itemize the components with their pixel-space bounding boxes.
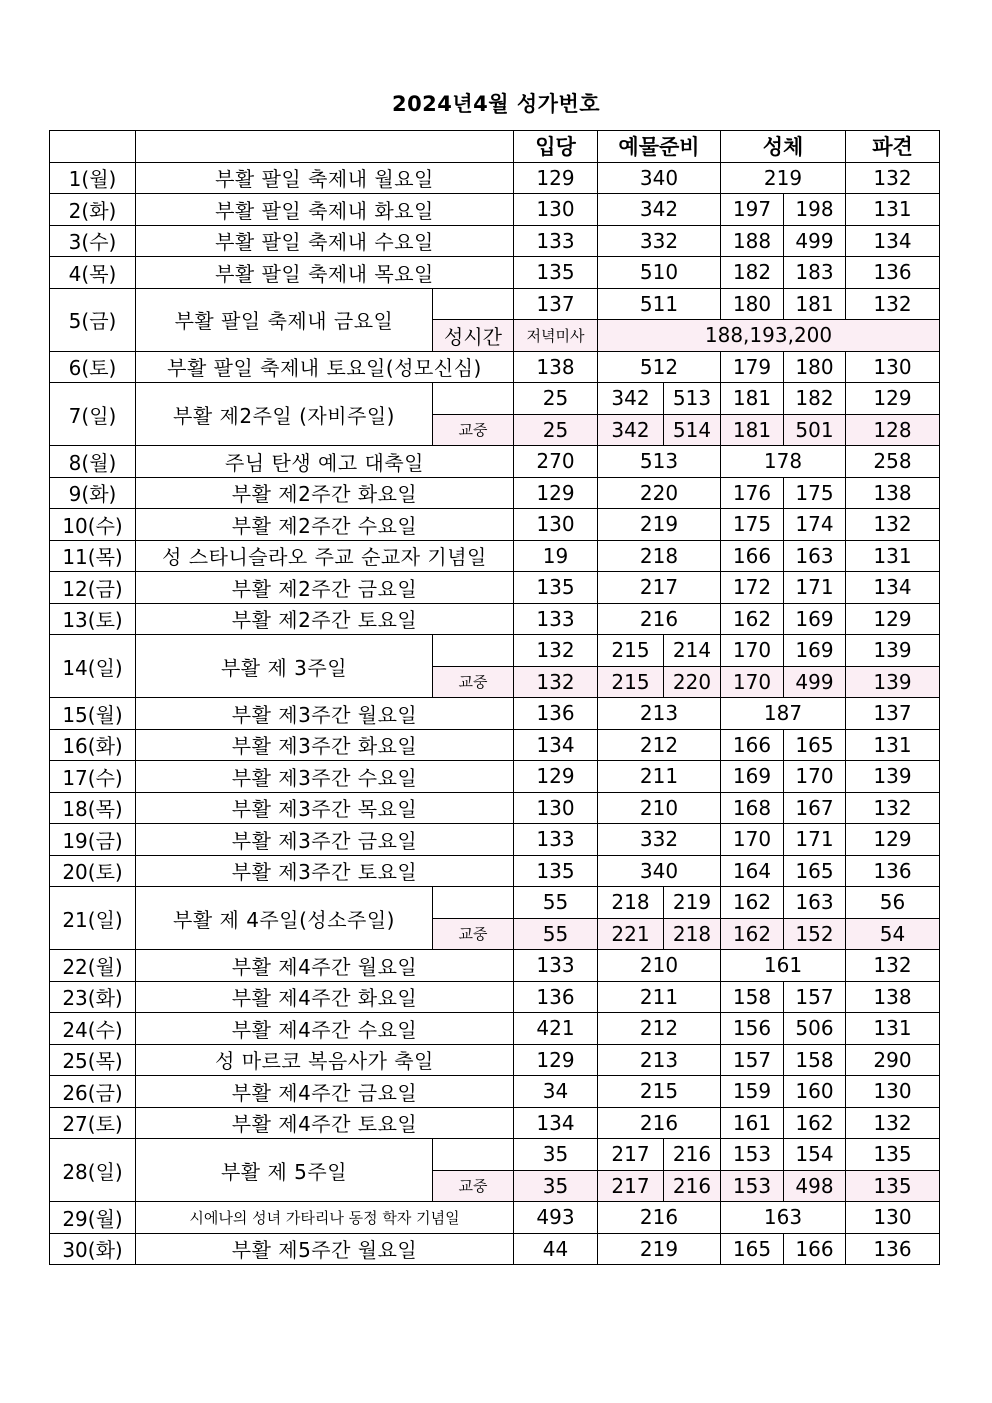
offertory-cell: 211 bbox=[598, 761, 721, 793]
offertory-cell: 210 bbox=[598, 792, 721, 824]
offertory-cell-1: 218 bbox=[598, 887, 664, 919]
offertory-cell: 332 bbox=[598, 225, 721, 257]
communion-cell-1: 162 bbox=[721, 918, 784, 950]
header-communion: 성체 bbox=[721, 131, 846, 163]
table-row bbox=[50, 1233, 940, 1265]
feast-name: 주님 탄생 예고 대축일 bbox=[136, 446, 514, 478]
feast-name: 시에나의 성녀 가타리나 동정 학자 기념일 bbox=[136, 1202, 514, 1234]
entrance-cell: 19 bbox=[514, 540, 598, 572]
header-entrance: 입당 bbox=[514, 131, 598, 163]
communion-cell-2: 506 bbox=[784, 1013, 846, 1045]
table-row bbox=[50, 1013, 940, 1045]
table-row bbox=[50, 635, 940, 667]
offertory-cell-2: 214 bbox=[664, 635, 721, 667]
dismissal-cell: 136 bbox=[846, 855, 940, 887]
feast-name: 부활 제2주일 (자비주일) bbox=[136, 383, 433, 446]
communion-cell-1: 166 bbox=[721, 729, 784, 761]
dismissal-cell: 129 bbox=[846, 824, 940, 856]
communion-cell: 163 bbox=[721, 1202, 846, 1234]
feast-name: 부활 제4주간 화요일 bbox=[136, 981, 514, 1013]
table-row bbox=[50, 698, 940, 730]
offertory-cell: 218 bbox=[598, 540, 721, 572]
communion-cell-2: 163 bbox=[784, 540, 846, 572]
day-cell: 9(화) bbox=[50, 477, 136, 509]
communion-cell-2: 170 bbox=[784, 761, 846, 793]
day-cell: 25(목) bbox=[50, 1044, 136, 1076]
entrance-cell: 270 bbox=[514, 446, 598, 478]
communion-cell-1: 175 bbox=[721, 509, 784, 541]
feast-name: 부활 제3주간 월요일 bbox=[136, 698, 514, 730]
dismissal-cell: 130 bbox=[846, 1076, 940, 1108]
day-cell: 29(월) bbox=[50, 1202, 136, 1234]
day-cell: 24(수) bbox=[50, 1013, 136, 1045]
communion-cell-2: 498 bbox=[784, 1170, 846, 1202]
feast-name: 부활 제3주간 토요일 bbox=[136, 855, 514, 887]
offertory-cell: 213 bbox=[598, 698, 721, 730]
feast-name: 부활 제2주간 금요일 bbox=[136, 572, 514, 604]
entrance-cell: 55 bbox=[514, 918, 598, 950]
feast-name: 부활 제 3주일 bbox=[136, 635, 433, 698]
offertory-cell: 216 bbox=[598, 1202, 721, 1234]
communion-cell-2: 175 bbox=[784, 477, 846, 509]
dismissal-cell: 132 bbox=[846, 288, 940, 320]
feast-name: 부활 팔일 축제내 토요일(성모신심) bbox=[136, 351, 514, 383]
mass-label: 저녁미사 bbox=[514, 320, 598, 352]
offertory-cell: 340 bbox=[598, 162, 721, 194]
communion-cell-2: 158 bbox=[784, 1044, 846, 1076]
offertory-cell: 219 bbox=[598, 509, 721, 541]
offertory-cell: 512 bbox=[598, 351, 721, 383]
table-row bbox=[50, 446, 940, 478]
entrance-cell: 129 bbox=[514, 477, 598, 509]
communion-cell-2: 160 bbox=[784, 1076, 846, 1108]
dismissal-cell: 135 bbox=[846, 1170, 940, 1202]
communion-cell-1: 182 bbox=[721, 257, 784, 289]
communion-cell-1: 153 bbox=[721, 1170, 784, 1202]
communion-cell-2: 163 bbox=[784, 887, 846, 919]
entrance-cell: 130 bbox=[514, 509, 598, 541]
day-cell: 4(목) bbox=[50, 257, 136, 289]
offertory-cell: 511 bbox=[598, 288, 721, 320]
table-row bbox=[50, 257, 940, 289]
table-row bbox=[50, 824, 940, 856]
communion-cell-1: 181 bbox=[721, 383, 784, 415]
offertory-cell-1: 342 bbox=[598, 414, 664, 446]
communion-cell-2: 171 bbox=[784, 824, 846, 856]
header-dismissal: 파견 bbox=[846, 131, 940, 163]
offertory-cell: 211 bbox=[598, 981, 721, 1013]
sub-label: 교중 bbox=[433, 918, 514, 950]
communion-cell-2: 167 bbox=[784, 792, 846, 824]
dismissal-cell: 134 bbox=[846, 572, 940, 604]
table-row bbox=[50, 729, 940, 761]
table-row bbox=[50, 225, 940, 257]
entrance-cell: 135 bbox=[514, 257, 598, 289]
offertory-cell: 213 bbox=[598, 1044, 721, 1076]
communion-cell-2: 162 bbox=[784, 1107, 846, 1139]
communion-cell-2: 501 bbox=[784, 414, 846, 446]
offertory-cell-1: 217 bbox=[598, 1139, 664, 1171]
table-row bbox=[50, 1202, 940, 1234]
hymn-numbers-cell: 188,193,200 bbox=[598, 320, 940, 352]
communion-cell-1: 170 bbox=[721, 666, 784, 698]
offertory-cell: 212 bbox=[598, 1013, 721, 1045]
communion-cell-1: 156 bbox=[721, 1013, 784, 1045]
communion-cell-1: 159 bbox=[721, 1076, 784, 1108]
communion-cell-1: 170 bbox=[721, 635, 784, 667]
communion-cell-1: 153 bbox=[721, 1139, 784, 1171]
table-row bbox=[50, 509, 940, 541]
table-row bbox=[50, 981, 940, 1013]
communion-cell-2: 183 bbox=[784, 257, 846, 289]
offertory-cell-2: 513 bbox=[664, 383, 721, 415]
feast-name: 부활 팔일 축제내 화요일 bbox=[136, 194, 514, 226]
communion-cell-1: 166 bbox=[721, 540, 784, 572]
table-row bbox=[50, 1076, 940, 1108]
entrance-cell: 130 bbox=[514, 792, 598, 824]
communion-cell-1: 180 bbox=[721, 288, 784, 320]
day-cell: 23(화) bbox=[50, 981, 136, 1013]
communion-cell-1: 157 bbox=[721, 1044, 784, 1076]
communion-cell-1: 188 bbox=[721, 225, 784, 257]
day-cell: 26(금) bbox=[50, 1076, 136, 1108]
entrance-cell: 421 bbox=[514, 1013, 598, 1045]
dismissal-cell: 132 bbox=[846, 509, 940, 541]
communion-cell-2: 169 bbox=[784, 635, 846, 667]
dismissal-cell: 130 bbox=[846, 1202, 940, 1234]
table-body bbox=[50, 162, 940, 1265]
dismissal-cell: 132 bbox=[846, 950, 940, 982]
feast-name: 부활 제 4주일(성소주일) bbox=[136, 887, 433, 950]
offertory-cell-1: 342 bbox=[598, 383, 664, 415]
table-row bbox=[50, 572, 940, 604]
table-row bbox=[50, 1107, 940, 1139]
table-row bbox=[50, 603, 940, 635]
blank-label-cell bbox=[433, 1139, 514, 1171]
feast-name: 부활 제2주간 화요일 bbox=[136, 477, 514, 509]
offertory-cell: 215 bbox=[598, 1076, 721, 1108]
entrance-cell: 132 bbox=[514, 666, 598, 698]
dismissal-cell: 131 bbox=[846, 540, 940, 572]
communion-cell: 161 bbox=[721, 950, 846, 982]
page-title: 2024년4월 성가번호 bbox=[391, 92, 601, 116]
feast-name: 부활 제3주간 화요일 bbox=[136, 729, 514, 761]
day-cell: 21(일) bbox=[50, 887, 136, 950]
day-cell: 18(목) bbox=[50, 792, 136, 824]
day-cell: 11(목) bbox=[50, 540, 136, 572]
table-row bbox=[50, 792, 940, 824]
offertory-cell: 342 bbox=[598, 194, 721, 226]
entrance-cell: 34 bbox=[514, 1076, 598, 1108]
day-cell: 13(토) bbox=[50, 603, 136, 635]
communion-cell-2: 174 bbox=[784, 509, 846, 541]
table-row bbox=[50, 540, 940, 572]
feast-name: 부활 팔일 축제내 수요일 bbox=[136, 225, 514, 257]
feast-name: 부활 제3주간 수요일 bbox=[136, 761, 514, 793]
dismissal-cell: 132 bbox=[846, 1107, 940, 1139]
communion-cell-1: 158 bbox=[721, 981, 784, 1013]
feast-name: 성 스타니슬라오 주교 순교자 기념일 bbox=[136, 540, 514, 572]
communion-cell-1: 162 bbox=[721, 887, 784, 919]
day-cell: 15(월) bbox=[50, 698, 136, 730]
feast-name: 부활 제4주간 금요일 bbox=[136, 1076, 514, 1108]
day-cell: 19(금) bbox=[50, 824, 136, 856]
dismissal-cell: 139 bbox=[846, 666, 940, 698]
entrance-cell: 133 bbox=[514, 225, 598, 257]
feast-name: 부활 제4주간 월요일 bbox=[136, 950, 514, 982]
entrance-cell: 25 bbox=[514, 383, 598, 415]
entrance-cell: 129 bbox=[514, 162, 598, 194]
sub-label: 성시간 bbox=[433, 320, 514, 352]
communion-cell-2: 499 bbox=[784, 666, 846, 698]
feast-name: 부활 제5주간 월요일 bbox=[136, 1233, 514, 1265]
entrance-cell: 138 bbox=[514, 351, 598, 383]
table-row bbox=[50, 1139, 940, 1171]
communion-cell-2: 157 bbox=[784, 981, 846, 1013]
dismissal-cell: 135 bbox=[846, 1139, 940, 1171]
table-row bbox=[50, 950, 940, 982]
table-row bbox=[50, 351, 940, 383]
dismissal-cell: 56 bbox=[846, 887, 940, 919]
communion-cell-2: 165 bbox=[784, 729, 846, 761]
feast-name: 부활 제2주간 수요일 bbox=[136, 509, 514, 541]
communion-cell-1: 165 bbox=[721, 1233, 784, 1265]
communion-cell: 187 bbox=[721, 698, 846, 730]
day-cell: 28(일) bbox=[50, 1139, 136, 1202]
table-row bbox=[50, 855, 940, 887]
communion-cell-1: 161 bbox=[721, 1107, 784, 1139]
offertory-cell-2: 219 bbox=[664, 887, 721, 919]
entrance-cell: 133 bbox=[514, 950, 598, 982]
communion-cell: 219 bbox=[721, 162, 846, 194]
sub-label: 교중 bbox=[433, 666, 514, 698]
entrance-cell: 136 bbox=[514, 698, 598, 730]
communion-cell-1: 162 bbox=[721, 603, 784, 635]
dismissal-cell: 139 bbox=[846, 761, 940, 793]
table-row bbox=[50, 288, 940, 320]
communion-cell-1: 176 bbox=[721, 477, 784, 509]
offertory-cell-2: 218 bbox=[664, 918, 721, 950]
day-cell: 27(토) bbox=[50, 1107, 136, 1139]
communion-cell-1: 179 bbox=[721, 351, 784, 383]
communion-cell-1: 197 bbox=[721, 194, 784, 226]
entrance-cell: 493 bbox=[514, 1202, 598, 1234]
offertory-cell: 212 bbox=[598, 729, 721, 761]
offertory-cell: 216 bbox=[598, 603, 721, 635]
entrance-cell: 133 bbox=[514, 824, 598, 856]
entrance-cell: 35 bbox=[514, 1170, 598, 1202]
entrance-cell: 44 bbox=[514, 1233, 598, 1265]
blank-label-cell bbox=[433, 887, 514, 919]
offertory-cell: 219 bbox=[598, 1233, 721, 1265]
day-cell: 5(금) bbox=[50, 288, 136, 351]
entrance-cell: 135 bbox=[514, 855, 598, 887]
entrance-cell: 134 bbox=[514, 1107, 598, 1139]
dismissal-cell: 129 bbox=[846, 603, 940, 635]
feast-name: 부활 제2주간 토요일 bbox=[136, 603, 514, 635]
day-cell: 2(화) bbox=[50, 194, 136, 226]
offertory-cell-1: 215 bbox=[598, 666, 664, 698]
day-cell: 7(일) bbox=[50, 383, 136, 446]
communion-cell-1: 172 bbox=[721, 572, 784, 604]
offertory-cell: 220 bbox=[598, 477, 721, 509]
dismissal-cell: 137 bbox=[846, 698, 940, 730]
entrance-cell: 136 bbox=[514, 981, 598, 1013]
day-cell: 1(월) bbox=[50, 162, 136, 194]
day-cell: 30(화) bbox=[50, 1233, 136, 1265]
entrance-cell: 133 bbox=[514, 603, 598, 635]
day-cell: 8(월) bbox=[50, 446, 136, 478]
table-row bbox=[50, 383, 940, 415]
dismissal-cell: 130 bbox=[846, 351, 940, 383]
offertory-cell: 510 bbox=[598, 257, 721, 289]
offertory-cell-2: 216 bbox=[664, 1170, 721, 1202]
dismissal-cell: 54 bbox=[846, 918, 940, 950]
day-cell: 22(월) bbox=[50, 950, 136, 982]
dismissal-cell: 134 bbox=[846, 225, 940, 257]
communion-cell-1: 170 bbox=[721, 824, 784, 856]
feast-name: 부활 제 5주일 bbox=[136, 1139, 433, 1202]
feast-name: 부활 팔일 축제내 월요일 bbox=[136, 162, 514, 194]
table-row bbox=[50, 477, 940, 509]
dismissal-cell: 132 bbox=[846, 162, 940, 194]
feast-name: 부활 제4주간 토요일 bbox=[136, 1107, 514, 1139]
entrance-cell: 25 bbox=[514, 414, 598, 446]
sub-label: 교중 bbox=[433, 414, 514, 446]
day-cell: 20(토) bbox=[50, 855, 136, 887]
header-name bbox=[136, 131, 514, 163]
day-cell: 16(화) bbox=[50, 729, 136, 761]
blank-label-cell bbox=[433, 383, 514, 415]
communion-cell-1: 168 bbox=[721, 792, 784, 824]
feast-name: 부활 제4주간 수요일 bbox=[136, 1013, 514, 1045]
dismissal-cell: 131 bbox=[846, 729, 940, 761]
blank-label-cell bbox=[433, 635, 514, 667]
feast-name: 부활 제3주간 목요일 bbox=[136, 792, 514, 824]
communion-cell-2: 182 bbox=[784, 383, 846, 415]
dismissal-cell: 131 bbox=[846, 1013, 940, 1045]
offertory-cell-1: 221 bbox=[598, 918, 664, 950]
header-offertory: 예물준비 bbox=[598, 131, 721, 163]
entrance-cell: 137 bbox=[514, 288, 598, 320]
dismissal-cell: 138 bbox=[846, 477, 940, 509]
dismissal-cell: 258 bbox=[846, 446, 940, 478]
communion-cell-2: 165 bbox=[784, 855, 846, 887]
feast-name: 부활 제3주간 금요일 bbox=[136, 824, 514, 856]
communion-cell-2: 152 bbox=[784, 918, 846, 950]
dismissal-cell: 129 bbox=[846, 383, 940, 415]
communion-cell-2: 499 bbox=[784, 225, 846, 257]
offertory-cell: 210 bbox=[598, 950, 721, 982]
offertory-cell: 513 bbox=[598, 446, 721, 478]
dismissal-cell: 132 bbox=[846, 792, 940, 824]
dismissal-cell: 128 bbox=[846, 414, 940, 446]
offertory-cell: 340 bbox=[598, 855, 721, 887]
entrance-cell: 129 bbox=[514, 1044, 598, 1076]
communion-cell-2: 171 bbox=[784, 572, 846, 604]
day-cell: 10(수) bbox=[50, 509, 136, 541]
entrance-cell: 129 bbox=[514, 761, 598, 793]
dismissal-cell: 131 bbox=[846, 194, 940, 226]
entrance-cell: 35 bbox=[514, 1139, 598, 1171]
day-cell: 17(수) bbox=[50, 761, 136, 793]
hymn-table bbox=[49, 130, 940, 1265]
dismissal-cell: 136 bbox=[846, 1233, 940, 1265]
entrance-cell: 132 bbox=[514, 635, 598, 667]
table-row bbox=[50, 887, 940, 919]
offertory-cell-2: 220 bbox=[664, 666, 721, 698]
offertory-cell-2: 514 bbox=[664, 414, 721, 446]
dismissal-cell: 136 bbox=[846, 257, 940, 289]
offertory-cell: 332 bbox=[598, 824, 721, 856]
feast-name: 성 마르코 복음사가 축일 bbox=[136, 1044, 514, 1076]
offertory-cell: 216 bbox=[598, 1107, 721, 1139]
communion-cell-2: 166 bbox=[784, 1233, 846, 1265]
day-cell: 14(일) bbox=[50, 635, 136, 698]
communion-cell-1: 164 bbox=[721, 855, 784, 887]
feast-name: 부활 팔일 축제내 금요일 bbox=[136, 288, 433, 351]
communion-cell-2: 169 bbox=[784, 603, 846, 635]
communion-cell-2: 198 bbox=[784, 194, 846, 226]
table-row bbox=[50, 162, 940, 194]
offertory-cell-2: 216 bbox=[664, 1139, 721, 1171]
dismissal-cell: 290 bbox=[846, 1044, 940, 1076]
communion-cell-1: 181 bbox=[721, 414, 784, 446]
header-row bbox=[50, 131, 940, 163]
table-row bbox=[50, 194, 940, 226]
entrance-cell: 55 bbox=[514, 887, 598, 919]
day-cell: 3(수) bbox=[50, 225, 136, 257]
communion-cell-1: 169 bbox=[721, 761, 784, 793]
blank-label-cell bbox=[433, 288, 514, 320]
entrance-cell: 130 bbox=[514, 194, 598, 226]
day-cell: 6(토) bbox=[50, 351, 136, 383]
communion-cell-2: 180 bbox=[784, 351, 846, 383]
entrance-cell: 134 bbox=[514, 729, 598, 761]
communion-cell-2: 154 bbox=[784, 1139, 846, 1171]
dismissal-cell: 138 bbox=[846, 981, 940, 1013]
dismissal-cell: 139 bbox=[846, 635, 940, 667]
communion-cell-2: 181 bbox=[784, 288, 846, 320]
feast-name: 부활 팔일 축제내 목요일 bbox=[136, 257, 514, 289]
offertory-cell-1: 215 bbox=[598, 635, 664, 667]
sub-label: 교중 bbox=[433, 1170, 514, 1202]
table-row bbox=[50, 761, 940, 793]
entrance-cell: 135 bbox=[514, 572, 598, 604]
offertory-cell: 217 bbox=[598, 572, 721, 604]
day-cell: 12(금) bbox=[50, 572, 136, 604]
header-day bbox=[50, 131, 136, 163]
offertory-cell-1: 217 bbox=[598, 1170, 664, 1202]
table-row bbox=[50, 1044, 940, 1076]
communion-cell: 178 bbox=[721, 446, 846, 478]
